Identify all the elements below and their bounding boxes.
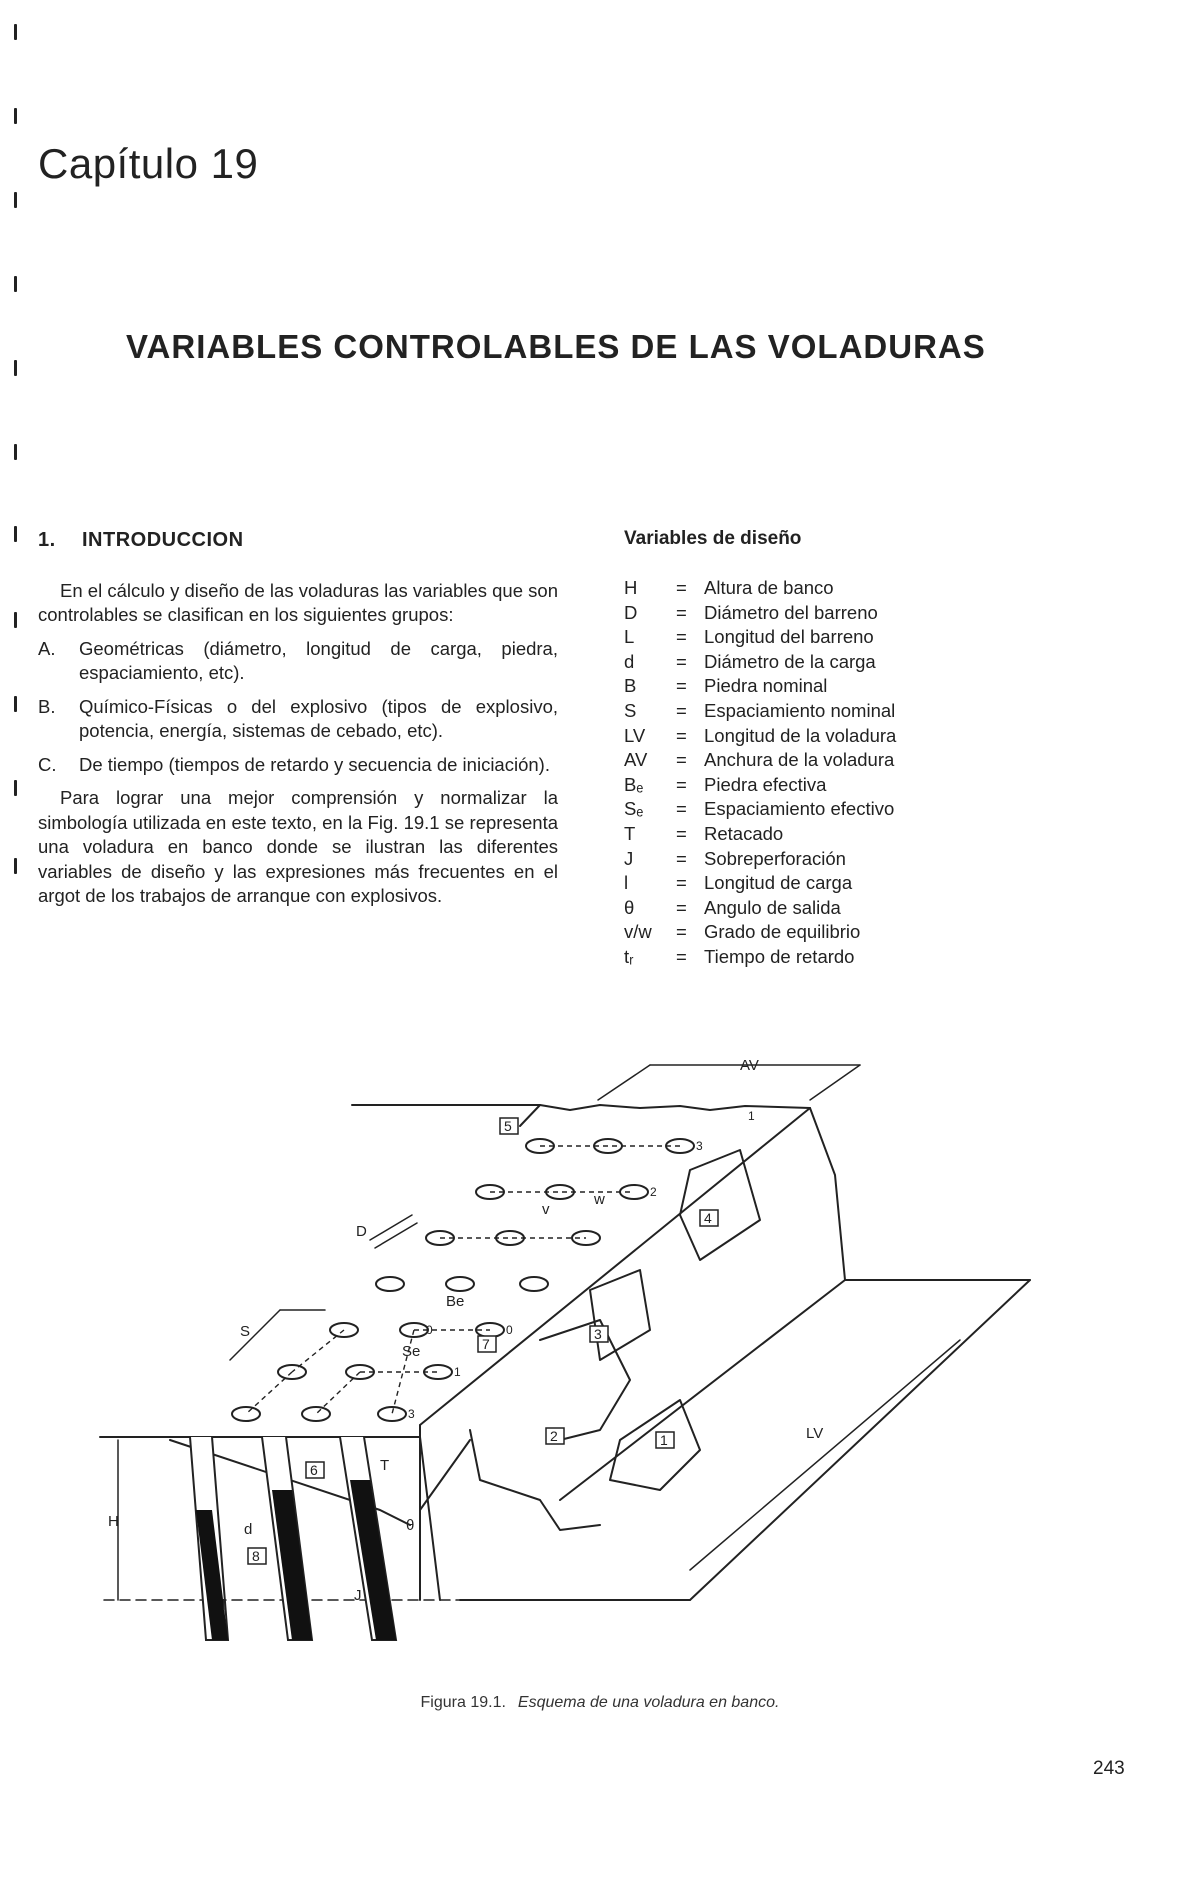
h-label: H [108,1513,119,1530]
variable-eq: = [676,577,687,598]
hole-number: 2 [650,1185,657,1199]
variable-desc: Longitud del barreno [704,626,874,648]
variable-sym: l [624,872,629,894]
variable-desc: Piedra nominal [704,675,828,697]
variable-desc: Grado de equilibrio [704,921,861,943]
variable-sym: L [624,626,635,648]
variable-desc: Angulo de salida [704,896,841,918]
variable-eq: = [676,896,687,918]
variables-list [624,576,1064,970]
variable-eq: = [676,601,687,623]
chapter-label: Capítulo 19 [38,140,259,187]
figure-caption [0,1694,1200,1712]
intro-paragraph-1: En el cálculo y diseño de las voladuras las variables que son controlables se clasifican en los siguientes grupos: [38,579,558,625]
variable-desc: Retacado [704,822,784,844]
variable-sym: J [624,847,634,869]
list-item [38,753,558,778]
box-3 [590,1326,608,1342]
chapter-title: VARIABLES CONTROLABLES DE LAS VOLADURAS [126,328,986,365]
variable-desc: Piedra efectiva [704,773,827,795]
variable-row [624,576,1064,601]
s-label: S [240,1323,251,1340]
svg-text:7: 7 [482,1336,490,1352]
variable-eq: = [676,724,687,746]
variable-eq: = [676,798,687,820]
av-label: AV [740,1057,759,1074]
variable-row [624,773,1064,798]
variable-sym: AV [624,749,648,771]
intro-paragraph-2: Para lograr una mejor comprensión y normalizar la simbología utilizada en este texto, en la Fig. 19.1 se representa una voladura en banco donde se ilustran las diferentes variables de diseño y las expresiones más frecuentes en el argot de los trabajos de arranque con explosivos. [38,787,558,906]
svg-text:8: 8 [252,1548,260,1564]
be-label: Be [446,1293,465,1310]
box-6 [306,1462,324,1478]
svg-text:1: 1 [660,1432,668,1448]
svg-text:3: 3 [594,1326,602,1342]
variables-heading: Variables de diseño [624,528,802,549]
variable-sym: Sₑ [624,798,644,820]
hole-number: 0 [426,1323,433,1337]
w-label: w [594,1191,605,1208]
variable-row [624,699,1064,724]
variable-eq: = [676,749,687,771]
list-letter: B. [38,695,56,717]
list-letter: A. [38,637,56,659]
variable-eq: = [676,626,687,648]
box-1 [656,1432,674,1448]
variable-row [624,822,1064,847]
variable-eq: = [676,945,687,967]
l-label: l [222,1597,226,1614]
t-label: T [380,1457,390,1474]
introduction-section [38,528,558,918]
hole-number: 1 [454,1365,461,1379]
hole-number: 3 [408,1407,415,1421]
variable-sym: S [624,699,637,721]
variable-eq: = [676,699,687,721]
variable-desc: Diámetro de la carga [704,650,876,672]
caption-label: Figura 19.1. [420,1694,506,1711]
variable-row [624,896,1064,921]
variable-desc: Espaciamiento efectivo [704,798,895,820]
variable-row [624,601,1064,626]
variable-row [624,674,1064,699]
hole-number: 0 [506,1323,513,1337]
page-number: 243 [1093,1758,1125,1779]
list-letter: C. [38,753,57,775]
section-heading [38,528,558,553]
variable-eq: = [676,650,687,672]
variable-desc: Altura de banco [704,577,834,598]
variable-eq: = [676,822,687,844]
section-number: 1. [38,529,56,551]
variable-row [624,797,1064,822]
theta-label: θ [406,1517,415,1534]
variable-row [624,847,1064,872]
box-8 [248,1548,266,1564]
variable-eq: = [676,847,687,869]
variable-eq: = [676,872,687,894]
v-label: v [542,1201,550,1218]
variable-desc: Longitud de carga [704,872,853,894]
variable-row [624,871,1064,896]
variable-desc: Diámetro del barreno [704,601,878,623]
variable-row [624,748,1064,773]
d-hole-label: D [356,1223,367,1240]
box-7 [478,1336,496,1352]
variable-sym: tᵣ [624,945,634,967]
svg-text:6: 6 [310,1462,318,1478]
variable-sym: H [624,577,638,598]
list-item [38,695,558,744]
svg-text:5: 5 [504,1118,512,1134]
variable-row [624,945,1064,970]
variable-row [624,650,1064,675]
j-label: J [354,1587,362,1604]
variable-sym: LV [624,724,646,746]
variable-eq: = [676,675,687,697]
variable-row [624,724,1064,749]
variable-desc: Longitud de la voladura [704,724,897,746]
se-label: Se [402,1343,421,1360]
hole-number: 3 [696,1139,703,1153]
svg-text:2: 2 [550,1428,558,1444]
variable-eq: = [676,773,687,795]
list-text: Geométricas (diámetro, longitud de carga, piedra, espaciamiento, etc). [79,637,558,683]
box-4 [700,1210,718,1226]
design-variables-section [624,528,1064,970]
caption-text: Esquema de una voladura en banco. [517,1694,780,1711]
section-title: INTRODUCCION [82,529,244,551]
variable-sym: θ [624,896,635,918]
variable-sym: v/w [624,921,652,943]
box-2 [546,1428,564,1444]
variable-sym: Bₑ [624,773,644,795]
box-5 [500,1118,518,1134]
list-text: De tiempo (tiempos de retardo y secuencia de iniciación). [79,753,550,775]
variable-desc: Anchura de la voladura [704,749,895,771]
d-charge-label: d [244,1521,253,1538]
variable-sym: D [624,601,638,623]
bench-blast-diagram [0,1040,1200,1680]
variable-row [624,920,1064,945]
variable-desc: Sobreperforación [704,847,846,869]
variable-sym: T [624,822,636,844]
hole-number: 1 [748,1109,755,1123]
variable-row [624,625,1064,650]
lv-label: LV [806,1425,824,1442]
variable-sym: B [624,675,637,697]
list-text: Químico-Físicas o del explosivo (tipos de explosivo, potencia, energía, sistemas de cebado, etc). [79,695,558,741]
variable-eq: = [676,921,687,943]
variable-desc: Espaciamiento nominal [704,699,896,721]
list-item [38,637,558,686]
variable-sym: d [624,650,635,672]
svg-text:4: 4 [704,1210,712,1226]
variable-desc: Tiempo de retardo [704,945,855,967]
